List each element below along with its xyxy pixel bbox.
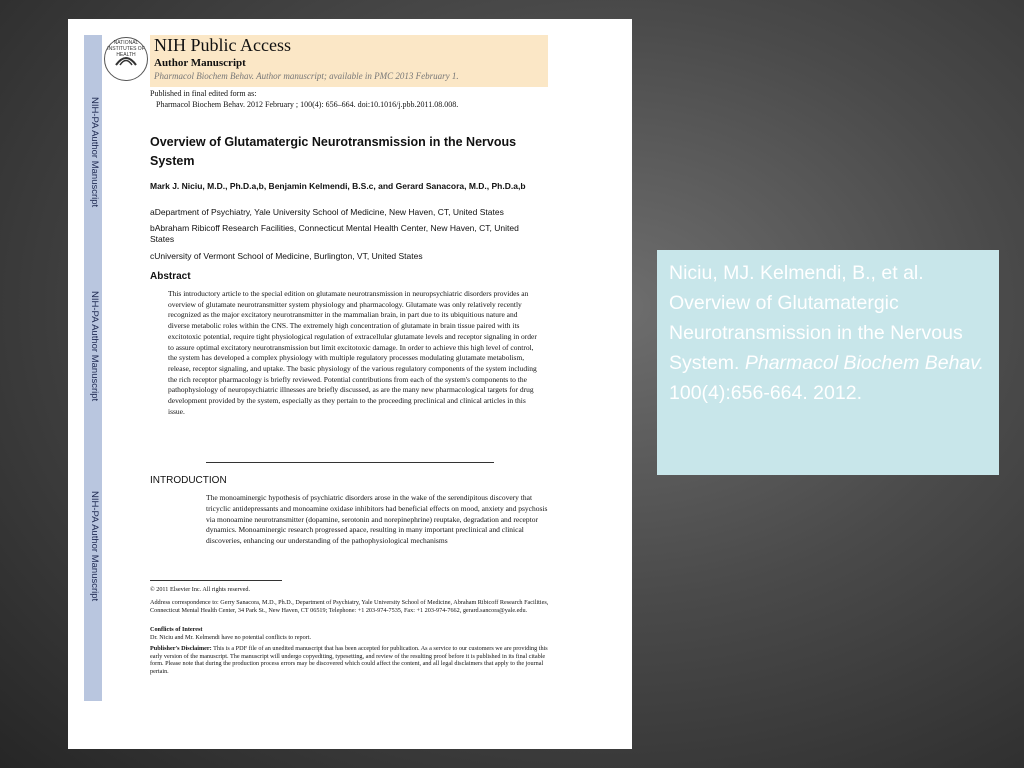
seal-text: NATIONAL INSTITUTES OF HEALTH xyxy=(107,40,145,58)
nih-seal-logo xyxy=(104,37,148,81)
side-label: NIH-PA Author Manuscript xyxy=(89,291,100,402)
author-list: Mark J. Niciu, M.D., Ph.D.a,b, Benjamin Kelmendi, B.S.c, and Gerard Sanacora, M.D., Ph.D.a,b xyxy=(150,181,526,191)
publisher-disclaimer: Publisher's Disclaimer: This is a PDF file of an unedited manuscript that has been accepted for publication. As a service to our customers we are providing this early version of the manuscript. The manuscript will undergo copyediting, typesetting, and review of the resulting proof before it is published in its final citable form. Please note that during the production process errors may be discovered which could affect the content, and all legal disclaimers that apply to the journal pertain. xyxy=(150,645,548,675)
published-label: Published in final edited form as: xyxy=(150,89,257,98)
author-manuscript-title: Author Manuscript xyxy=(154,57,246,69)
affiliation: bAbraham Ribicoff Research Facilities, Connecticut Mental Health Center, New Haven, CT, United States xyxy=(150,223,519,244)
citation-authors-title: Niciu, MJ. Kelmendi, B., et al. Overview of Glutamatergic Neurotransmission in the Nervous System. xyxy=(669,262,963,374)
conflicts-text: Dr. Niciu and Mr. Kelmendi have no potential conflicts to report. xyxy=(150,634,312,641)
citation-volume-pages: 100(4):656-664. 2012. xyxy=(669,382,862,404)
copyright-note: © 2011 Elsevier Inc. All rights reserved. xyxy=(150,586,251,593)
citation-journal: Pharmacol Biochem Behav. xyxy=(744,352,985,374)
conflicts-heading: Conflicts of Interest xyxy=(150,626,203,633)
introduction-text: The monoaminergic hypothesis of psychiatric disorders arose in the wake of the serendipitous discovery that tricyclic antidepressants and monoamine oxidase inhibitors had beneficial effects on mood, anxiety and psychosis via monoamine neurotransmitter (dopamine, serotonin and norepinephrine) reuptake, degradation and receptor dynamics. Monoaminergic research progressed apace, resulting in many important preclinical and clinical discoveries, enhancing our understanding of the pathophysiological mechanisms xyxy=(206,493,548,546)
affiliation: aDepartment of Psychiatry, Yale University School of Medicine, New Haven, CT, United States xyxy=(150,207,504,217)
availability-note: Pharmacol Biochem Behav. Author manuscript; available in PMC 2013 February 1. xyxy=(154,71,459,81)
side-label: NIH-PA Author Manuscript xyxy=(89,491,100,602)
divider xyxy=(206,462,494,463)
abstract-heading: Abstract xyxy=(150,271,191,282)
affiliation: cUniversity of Vermont School of Medicine, Burlington, VT, United States xyxy=(150,251,423,261)
abstract-text: This introductory article to the special edition on glutamate neurotransmission in neuropsychiatric disorders provides an overview of glutamate neurotransmitter system physiology and pharmacology. Glutamate was only relatively recently recognized as the major excitatory neurotransmitter in the mammalian brain, in part due to its ubiquitious nature and diverse metabolic roles within the CNS. The extremely high concentration of glutamate in brain tissue paired with its excitotoxic potential, require tight physiological regulation of extracellular glutamate levels and receptor signaling in order to assure optimal excitatory neurotransmission but limit excitotoxic damage. In order to achieve this high level of control, the system has developed a complex physiology with multiple regulatory processes modulating glutamate metabolism, release, receptor signaling, and uptake. The basic physiology of the various regulatory components of the system including the rich receptor pharmacology is briefly reviewed. Potential contributions from each of the system's components to the pathophysiology of neuropsychiatric illnesses are briefly discussed, as are the many new pharmacological targets for drug development provided by the system, especially as they pertain to the proceeding preclinical and clinical articles in this issue. xyxy=(168,289,537,416)
citation-box xyxy=(657,250,999,475)
nih-title: NIH Public Access xyxy=(154,35,291,55)
side-label: NIH-PA Author Manuscript xyxy=(89,97,100,208)
paper-title: Overview of Glutamatergic Neurotransmission in the Nervous System xyxy=(150,135,517,168)
introduction-heading: INTRODUCTION xyxy=(150,475,227,486)
footnote-divider xyxy=(150,580,282,581)
published-citation: Pharmacol Biochem Behav. 2012 February ; 100(4): 656–664. doi:10.1016/j.pbb.2011.08.008. xyxy=(156,100,459,109)
address-note: Address correspondence to: Gerry Sanacora, M.D., Ph.D., Department of Psychiatry, Yale University School of Medicine, Abraham Ribicoff Research Facilities, Connecticut Mental Health Center, 34 Park St., New Haven, CT 06519; Telephone: +1 203-974-7535, Fax: +1 203-974-7662, gerard.sancora@yale.edu. xyxy=(150,599,549,614)
manuscript-page xyxy=(68,19,632,749)
